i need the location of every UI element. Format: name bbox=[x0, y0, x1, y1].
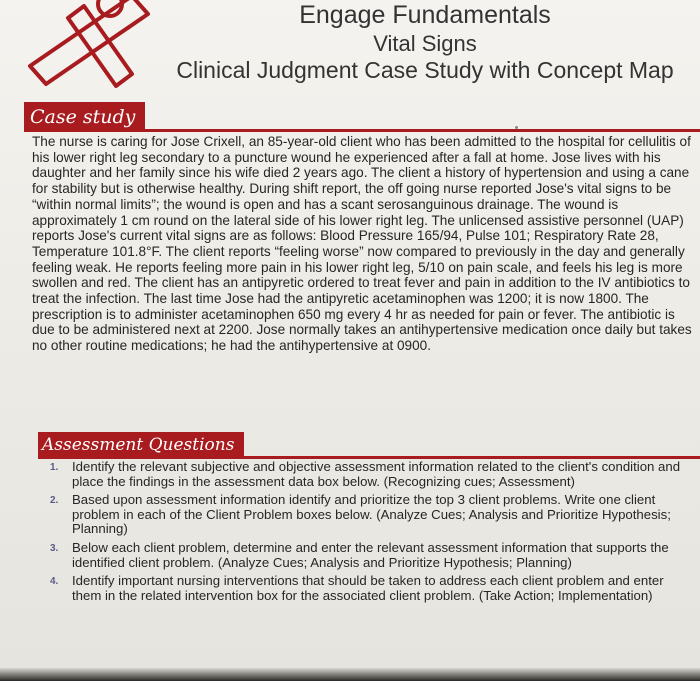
page-subtitle: Vital Signs bbox=[373, 31, 477, 56]
question-number: 1. bbox=[50, 462, 59, 473]
assessment-heading: Assessment Questions bbox=[38, 432, 244, 458]
list-item bbox=[48, 460, 688, 489]
question-text: Below each client problem, determine and enter the relevant assessment information that supports the identified client problem. (Analyze Cues; Analysis and Prioritize Hypothesis; Planning) bbox=[72, 539, 669, 570]
question-number: 3. bbox=[50, 542, 59, 554]
assessment-question-list bbox=[48, 460, 688, 607]
page-subtitle-2: Clinical Judgment Case Study with Concept Map bbox=[176, 57, 674, 83]
list-item bbox=[48, 493, 688, 537]
question-number: 4. bbox=[50, 576, 59, 588]
page-edge-shadow bbox=[0, 668, 700, 681]
bandage-logo-icon bbox=[24, 0, 152, 92]
speck bbox=[515, 126, 518, 129]
list-item bbox=[48, 541, 688, 570]
question-text: Identify important nursing interventions that should be taken to address each client problem and enter them in the related intervention box for the associated client problem. (Take Action; Implementation) bbox=[72, 573, 664, 603]
case-study-heading: Case study bbox=[24, 102, 145, 132]
case-study-text: The nurse is caring for Jose Crixell, an 85-year-old client who has been admitted to the hospital for cellulitis of his lower right leg secondary to a puncture wound he experienced after a fall at home. Jose lives with his daughter and her family since his wife died 2 years ago. The client a history of hypertension and using a cane for stability but is otherwise healthy. During shift report, the off going nurse reported Jose's vital signs to be “within normal limits”; the wound is open and has a scant serosanguinous drainage. The wound is approximately 1 cm round on the lateral side of his lower right leg. The unlicensed assistive personnel (UAP) reports Jose's current vital signs are as follows: Blood Pressure 165/94, Pulse 101; Respiratory Rate 28, Temperature 101.8°F. The client reports “feeling worse” now compared to previously in the day and generally feeling weak. He reports feeling more pain in his lower right leg, 5/10 on pain scale, and feels his leg is more swollen and red. The client has an antipyretic ordered to treat fever and pain in addition to the IV antibiotics to treat the infection. The last time Jose had the antipyretic acetaminophen was 1200; it is now 1800. The prescription is to administer acetaminophen 650 mg every 4 hr as needed for pain or fever. The antibiotic is due to be administered next at 2200. Jose normally takes an antihypertensive medication once daily but takes no other routine medications; he had the antihypertensive at 0900. bbox=[32, 134, 692, 354]
question-text: Based upon assessment information identify and prioritize the top 3 client problems. Write one client problem in each of the Client Problem boxes below. (Analyze Cues; Analysis and Prioritize Hypothesis; Planning) bbox=[72, 492, 671, 537]
question-text: Identify the relevant subjective and objective assessment information related to the client's condition and place the findings in the assessment data box below. (Recognizing cues; Assessment) bbox=[72, 459, 681, 489]
question-number: 2. bbox=[50, 495, 59, 507]
divider bbox=[24, 129, 700, 132]
list-item bbox=[48, 574, 688, 603]
page-title: Engage Fundamentals bbox=[299, 1, 551, 29]
